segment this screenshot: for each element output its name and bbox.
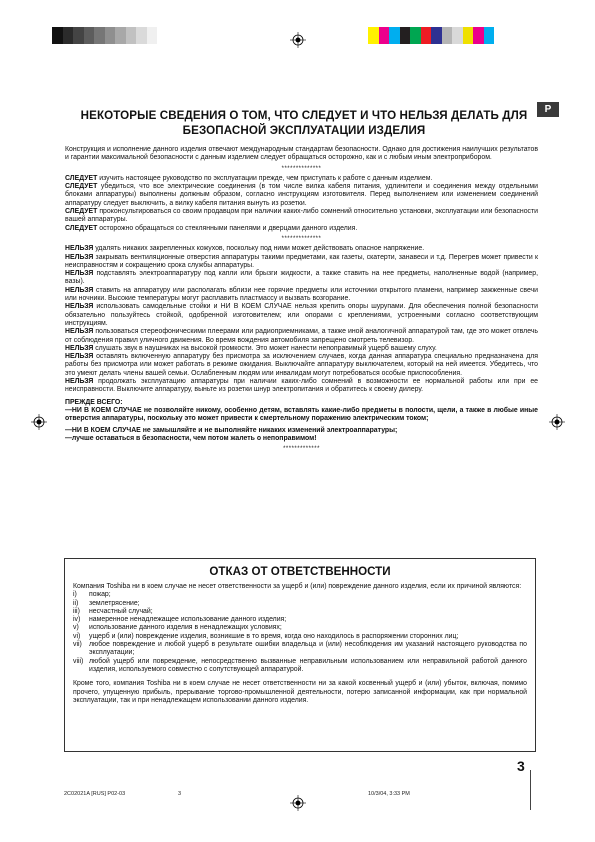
title-line-1: НЕКОТОРЫЕ СВЕДЕНИЯ О ТОМ, ЧТО СЛЕДУЕТ И ЧТО НЕЛЬЗЯ ДЕЛАТЬ ДЛЯ: [80, 109, 528, 122]
keyword: СЛЕДУЕТ: [65, 224, 98, 232]
above-all-heading: ПРЕЖДЕ ВСЕГО:: [65, 398, 123, 406]
margin-line: [530, 770, 531, 810]
item-number: vi): [73, 632, 81, 640]
calibration-swatch: [473, 27, 484, 44]
calibration-swatch: [105, 27, 116, 44]
disclaimer-intro: Компания Toshiba ни в коем случае не несет ответственности за ущерб и (или) повреждение данного изделия, если их причиной являются:: [73, 583, 522, 590]
must-not-item: [65, 303, 538, 328]
intro-paragraph: Конструкция и исполнение данного изделия отвечают международным стандартам безопасности. Однако для достижения наилучших результатов и гарантии максимальной безопасности с данным изделием следует обращаться осторожно, как и с любым иным электроприбором.: [65, 146, 538, 162]
main-text: [65, 146, 538, 455]
registration-mark-bottom: [290, 795, 306, 811]
should-item: [65, 225, 538, 233]
item-number: viii): [73, 657, 84, 665]
calibration-swatch: [94, 27, 105, 44]
keyword: НЕЛЬЗЯ: [65, 344, 94, 352]
calibration-swatch: [400, 27, 411, 44]
title-line-2: БЕЗОПАСНОЙ ЭКСПЛУАТАЦИИ ИЗДЕЛИЯ: [182, 124, 426, 137]
language-tab: P: [537, 102, 559, 117]
text: не позволяйте никому, особенно детям, вставлять какие-либо предметы в полости, щели, а также в любые иные отверстия аппаратуры, поскольку это может привести к смертельному поражению электрическим током;: [65, 406, 539, 423]
rule-text: изучить настоящее руководство по эксплуатации прежде, чем приступать к работе с данным изделием.: [97, 174, 433, 182]
rule-text: убедиться, что все электрические соединения (в том числе вилка кабеля питания, удлинители и соединения между отдельными блоками аппаратуры) выполнены должным образом, согласно инструкциям изготовителя. Перед выполнением или изменением соединений аппаратуру следует выключить, а вилку кабеля питания вынуть из розетки.: [65, 183, 538, 207]
must-not-item: [65, 328, 538, 345]
calibration-swatch: [431, 27, 442, 44]
disclaimer-body: [73, 583, 527, 705]
rule-text: использовать самодельные стойки и НИ В КОЕМ СЛУЧАЕ нельзя крепить опоры шурупами. Для обеспечения полной безопасности обязательно пользуйтесь стойкой, одобренной изготовителем; или опорами с креплениями, устроенными согласно соответствующим инструкциям.: [65, 303, 538, 327]
calibration-swatch: [463, 27, 474, 44]
separator: **************: [281, 235, 322, 242]
keyword: НЕЛЬЗЯ: [65, 270, 94, 278]
must-not-item: [65, 345, 538, 353]
item-number: vii): [73, 641, 82, 649]
rule-text: проконсультироваться со своим продавцом при наличии каких-либо сомнений относительно установки, эксплуатации или безопасности вашей аппаратуры.: [65, 208, 538, 224]
calibration-swatch: [73, 27, 84, 44]
disclaimer-closing: Кроме того, компания Toshiba ни в коем случае не несет ответственности ни за какой косвенный ущерб и (или) убыток, включая, помимо прочего, упущенную прибыль, прерывание торгово-промышленной деятельности, потерю записанной информации, как при нормальной эксплуатации, так и при ненадлежащем использовании данного изделия.: [73, 680, 527, 704]
disclaimer-box: [64, 558, 536, 752]
footer-timestamp: 10/3/04, 3:33 PM: [368, 791, 410, 797]
calibration-swatch: [452, 27, 463, 44]
item-number: iii): [73, 607, 80, 615]
should-list: [65, 175, 538, 233]
page-number: 3: [517, 758, 525, 774]
rule-text: закрывать вентиляционные отверстия аппаратуры такими предметами, как газеты, скатерти, занавеси и т.д. Перегрев может привести к неисправностям и сокращению срока службы аппаратуры.: [65, 253, 538, 269]
rule-text: оставлять включенную аппаратуру без присмотра за исключением случаев, когда данная аппаратура специально предназначена для работы без присмотра или может работать в режиме ожидания. Выключайте аппаратуру выключателем, который на ней имеется. Убедитесь, что это умеют делать члены вашей семьи. Ослабленным людям или инвалидам могут потребоваться особые приспособления.: [65, 353, 538, 377]
calibration-swatch: [379, 27, 390, 44]
disclaimer-item: [73, 641, 527, 658]
footer-file-id: 2C02021A [RUS] P02-03: [64, 791, 126, 797]
disclaimer-list: [73, 591, 527, 674]
rule-text: подставлять электроаппаратуру под капли или брызги жидкости, а также ставить на нее предметы, наполненные водой (например, вазы).: [65, 270, 538, 286]
rule-text: удалять никаких закрепленных кожухов, поскольку под ними может действовать опасное напряжение.: [93, 245, 425, 253]
calibration-swatch: [484, 27, 495, 44]
item-number: i): [73, 591, 77, 599]
registration-mark-top: [290, 32, 306, 48]
calibration-swatch: [84, 27, 95, 44]
calibration-swatch: [115, 27, 126, 44]
rule-text: продолжать эксплуатацию аппаратуры при наличии каких-либо сомнений в возможности ее нормальной работы или при ее неисправности. Выключите аппаратуру, выньте из розетки шнур электропитания и обратитесь к своему дилеру.: [65, 378, 538, 394]
rule-text: слушать звук в наушниках на высокой громкости. Это может нанести непоправимый ущерб вашему слуху.: [93, 344, 437, 352]
item-text: пожар;: [89, 591, 111, 599]
calibration-swatch: [63, 27, 74, 44]
above-all-item-2: [65, 427, 538, 435]
keyword: НЕЛЬЗЯ: [65, 245, 94, 253]
disclaimer-item: [73, 616, 527, 624]
keyword: НЕЛЬЗЯ: [65, 328, 94, 336]
should-item: [65, 183, 538, 208]
calibration-swatch: [421, 27, 432, 44]
item-text: ущерб и (или) повреждение изделия, возникшие в то время, когда оно находилось в распоряжении сторонних лиц;: [89, 632, 459, 640]
rule-text: ставить на аппаратуру или располагать вблизи нее горячие предметы или источники открытого пламени, например зажженные свечи или ночники. Высокие температуры могут расплавить пластмассу и вызвать возгорание.: [65, 286, 538, 303]
disclaimer-item: [73, 624, 527, 632]
text: не замышляйте и не выполняйте никаких изменений электроаппаратуры;: [140, 426, 398, 434]
must-not-item: [65, 378, 538, 395]
calibration-swatch: [136, 27, 147, 44]
calibration-swatch: [442, 27, 453, 44]
calibration-swatch: [410, 27, 421, 44]
footer-page: 3: [178, 791, 182, 797]
must-not-item: [65, 254, 538, 271]
item-text: любой ущерб или повреждение, непосредственно вызванные неправильным использованием или неправильной работой данного изделия, используемого совместно с сопутствующей аппаратурой.: [89, 657, 527, 673]
keyword: НЕЛЬЗЯ: [65, 378, 94, 386]
page-title: [65, 108, 543, 138]
registration-mark-right: [549, 414, 565, 430]
calibration-swatch: [52, 27, 63, 44]
item-number: ii): [73, 599, 79, 607]
keyword: НЕЛЬЗЯ: [65, 286, 94, 294]
item-text: любое повреждение и любой ущерб в результате ошибки владельца и (или) несоблюдения им указаний настоящего руководства по эксплуатации;: [89, 641, 527, 657]
item-text: намеренное ненадлежащее использование данного изделия;: [89, 616, 287, 624]
disclaimer-item: [73, 600, 527, 608]
item-number: iv): [73, 616, 81, 624]
item-text: землетрясение;: [89, 599, 140, 607]
rule-text: осторожно обращаться со стеклянными панелями и дверцами данного изделия.: [97, 224, 358, 232]
disclaimer-item: [73, 591, 527, 599]
disclaimer-title: ОТКАЗ ОТ ОТВЕТСТВЕННОСТИ: [209, 565, 391, 578]
must-not-item: [65, 245, 538, 253]
should-item: [65, 208, 538, 225]
must-not-item: [65, 353, 538, 378]
calibration-swatch: [147, 27, 158, 44]
disclaimer-item: [73, 608, 527, 616]
registration-mark-left: [31, 414, 47, 430]
should-item: [65, 175, 538, 183]
keyword: НЕЛЬЗЯ: [65, 353, 94, 361]
must-not-item: [65, 287, 538, 304]
gray-calibration-bar: [52, 27, 157, 44]
item-text: использование данного изделия в ненадлежащих условиях;: [89, 624, 282, 632]
must-not-item: [65, 270, 538, 287]
calibration-swatch: [389, 27, 400, 44]
disclaimer-item: [73, 633, 527, 641]
kw: —НИ В КОЕМ СЛУЧАЕ: [65, 406, 142, 414]
disclaimer-item: [73, 658, 527, 675]
keyword: СЛЕДУЕТ: [65, 183, 98, 191]
keyword: НЕЛЬЗЯ: [65, 303, 94, 311]
item-number: v): [73, 624, 79, 632]
keyword: НЕЛЬЗЯ: [65, 253, 94, 261]
calibration-swatch: [368, 27, 379, 44]
rule-text: пользоваться стереофоническими плеерами или радиоприемниками, а также иной аналогичной аппаратурой там, где это может отвлечь от соблюдения правил уличного движения. Во время вождения автомобиля запрещено смотреть телевизор.: [65, 328, 538, 344]
separator: **************: [281, 165, 322, 172]
kw: —НИ В КОЕМ СЛУЧАЕ: [65, 426, 141, 434]
separator: *************: [283, 446, 320, 453]
calibration-swatch: [126, 27, 137, 44]
above-all-item-1: [65, 407, 538, 424]
color-calibration-bar: [368, 27, 494, 44]
must-not-list: [65, 245, 538, 394]
item-text: несчастный случай;: [89, 607, 153, 615]
keyword: СЛЕДУЕТ: [65, 174, 98, 182]
keyword: СЛЕДУЕТ: [65, 208, 98, 216]
above-all-item-3: —лучше оставаться в безопасности, чем потом жалеть о непоправимом!: [65, 434, 317, 442]
